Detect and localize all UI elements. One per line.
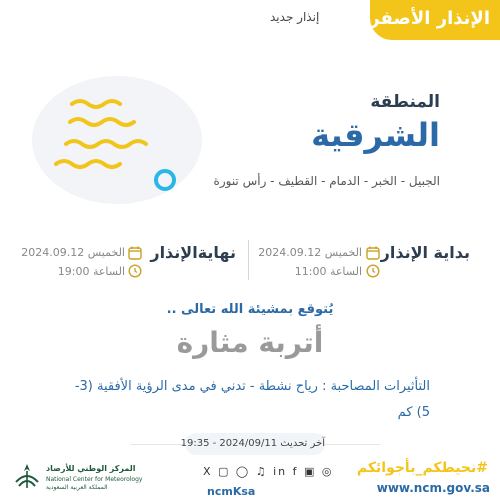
clock-icon <box>366 264 380 278</box>
region-cities: الجبيل - الخبر - الدمام - القطيف - رأس تنورة <box>213 174 440 188</box>
new-warning-label: إنذار جديد <box>270 10 320 24</box>
clock-icon <box>128 264 142 278</box>
warning-start-title: بداية الإنذار <box>380 243 470 262</box>
divider <box>248 240 249 280</box>
region-label: المنطقة <box>370 92 440 112</box>
org-country: المملكة العربية السعودية <box>46 484 108 491</box>
social-handle[interactable]: ncmKsa <box>207 485 256 498</box>
calendar-icon <box>366 246 380 260</box>
warning-end-date: الخميس 2024.09.12 <box>21 246 125 259</box>
weather-illustration <box>22 72 202 222</box>
warning-end-title: نهايةالإنذار <box>150 243 236 262</box>
last-update: آخر تحديث 2024/09/11 - 19:35 <box>185 433 325 455</box>
forecast-intro: يُتوقع بمشيئة الله تعالى .. <box>166 302 334 317</box>
forecast-phenomenon: أتربة مثارة <box>176 326 324 359</box>
org-name-en: National Center for Meteorology <box>46 476 143 483</box>
social-icons[interactable]: X ▢ ◯ ♫ in f ▣ ◎ <box>203 465 334 478</box>
website-link[interactable]: www.ncm.gov.sa <box>376 481 490 495</box>
warning-level-banner <box>370 0 500 40</box>
calendar-icon <box>128 246 142 260</box>
warning-end-time: الساعة 19:00 <box>57 265 125 278</box>
org-name-ar: المركز الوطني للأرصاد <box>46 464 136 473</box>
warning-start-time: الساعة 11:00 <box>294 265 362 278</box>
warning-start-date: الخميس 2024.09.12 <box>258 246 362 259</box>
hashtag: #نحيطكم_بأجوائكم <box>356 460 488 476</box>
region-name: الشرقية <box>311 116 440 154</box>
warning-level-title: الإنذار الأصفر <box>369 8 490 29</box>
ncm-logo-icon <box>12 462 42 490</box>
forecast-effects: التأثيرات المصاحبة : رياح نشطة - تدني في مدى الرؤية الأفقية (3-5) كم <box>74 379 430 420</box>
